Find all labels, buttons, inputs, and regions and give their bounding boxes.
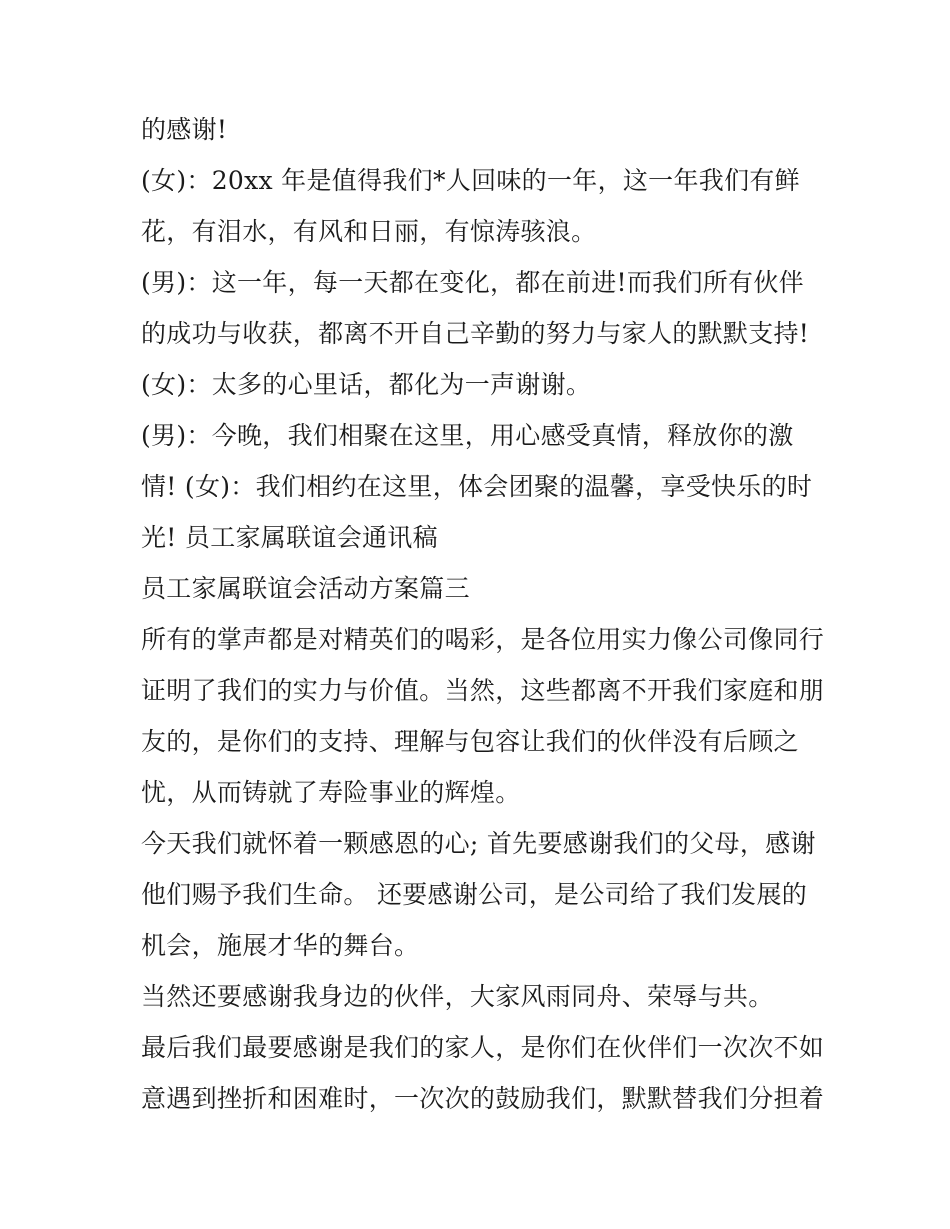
- text-line: 他们赐予我们生命。 还要感谢公司，是公司给了我们发展的: [141, 880, 808, 909]
- section-heading: 员工家属联谊会活动方案篇三: [141, 574, 470, 603]
- text-line: 友的，是你们的支持、理解与包容让我们的伙伴没有后顾之: [141, 727, 799, 756]
- text-line: 意遇到挫折和困难时，一次次的鼓励我们，默默替我们分担着: [141, 1084, 825, 1113]
- text-line: 花，有泪水，有风和日丽，有惊涛骇浪。: [141, 217, 597, 246]
- text-line: 机会，施展才华的舞台。: [141, 931, 420, 960]
- text-line: (女)：太多的心里话，都化为一声谢谢。: [141, 370, 592, 399]
- text-line: (男)：这一年，每一天都在变化，都在前进!而我们所有伙伴: [141, 268, 804, 297]
- text-line: 最后我们最要感谢是我们的家人，是你们在伙伴们一次次不如: [141, 1033, 825, 1062]
- text-line: 的成功与收获，都离不开自己辛勤的努力与家人的默默支持!: [141, 319, 810, 348]
- text-line: 的感谢!: [141, 115, 228, 144]
- text-line: 忧，从而铸就了寿险事业的辉煌。: [141, 778, 521, 807]
- text-line: 情! (女)：我们相约在这里，体会团聚的温馨，享受快乐的时: [141, 472, 813, 501]
- text-line: 当然还要感谢我身边的伙伴，大家风雨同舟、荣辱与共。: [141, 982, 774, 1011]
- text-line: (男)：今晚，我们相聚在这里，用心感受真情，释放你的激: [141, 421, 794, 450]
- text-line: (女)：20xx 年是值得我们*人回味的一年，这一年我们有鲜: [141, 166, 800, 195]
- document-body: [141, 108, 841, 1128]
- text-line: 光! 员工家属联谊会通讯稿: [141, 523, 438, 552]
- text-line: 证明了我们的实力与价值。当然，这些都离不开我们家庭和朋: [141, 676, 825, 705]
- text-line: 所有的掌声都是对精英们的喝彩，是各位用实力像公司像同行: [141, 625, 825, 654]
- text-line: 今天我们就怀着一颗感恩的心; 首先要感谢我们的父母，感谢: [141, 829, 816, 858]
